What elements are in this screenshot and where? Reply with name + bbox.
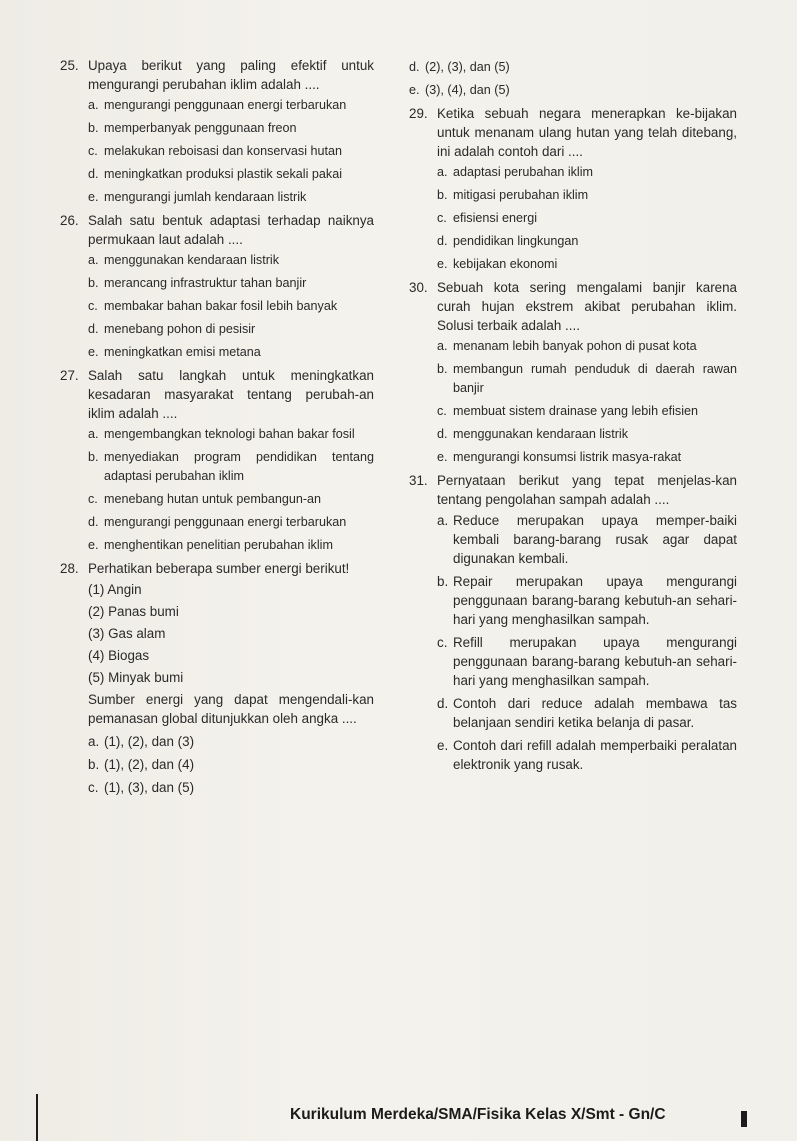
option-letter: b. <box>437 362 448 376</box>
footer-divider <box>0 1094 38 1141</box>
question-28 <box>60 559 374 797</box>
question-27 <box>60 366 374 555</box>
option-letter: b. <box>437 188 448 202</box>
option-letter: c. <box>437 211 447 225</box>
option-text: adaptasi perubahan iklim <box>453 165 594 179</box>
option-letter: e. <box>437 738 449 753</box>
option-text: mengembangkan teknologi bahan bakar fosil <box>104 427 355 441</box>
option-letter: b. <box>88 450 99 464</box>
question-text: Upaya berikut yang paling efektif untuk mengurangi perubahan iklim adalah .... <box>88 58 374 92</box>
question-number: 26. <box>60 213 79 228</box>
option-text: membakar bahan bakar fosil lebih banyak <box>104 299 338 313</box>
question-text: Pernyataan berikut yang tepat menjelas-kan tentang pengolahan sampah adalah .... <box>437 473 737 507</box>
statement-item: (5) Minyak bumi <box>88 670 184 685</box>
option-letter: c. <box>88 780 99 795</box>
option-letter: d. <box>437 234 448 248</box>
option-text: melakukan reboisasi dan konservasi hutan <box>104 144 343 158</box>
option-text: meningkatkan emisi metana <box>104 345 261 359</box>
question-number: 30. <box>409 280 428 295</box>
question-prompt: Sumber energi yang dapat mengendali-kan pemanasan global ditunjukkan oleh angka .... <box>88 692 374 726</box>
option-text: kebijakan ekonomi <box>453 257 558 271</box>
question-text: Sebuah kota sering mengalami banjir karena curah hujan ekstrem akibat perubahan iklim. Solusi terbaik adalah .... <box>437 280 737 333</box>
question-29 <box>409 104 737 274</box>
option-text: (1), (2), dan (3) <box>104 734 195 749</box>
question-number: 29. <box>409 106 428 121</box>
option-letter: c. <box>437 635 448 650</box>
option-text: menebang pohon di pesisir <box>104 322 256 336</box>
question-text: Salah satu langkah untuk meningkatkan kesadaran masyarakat tentang perubah-an iklim adalah .... <box>88 368 374 421</box>
statement-item: (4) Biogas <box>88 648 150 663</box>
option-text: Contoh dari reduce adalah membawa tas belanjaan sendiri ketika belanja di pasar. <box>453 696 737 730</box>
option-letter: a. <box>437 165 448 179</box>
option-text: mengurangi penggunaan energi terbarukan <box>104 98 347 112</box>
question-text: Salah satu bentuk adaptasi terhadap naiknya permukaan laut adalah .... <box>88 213 374 247</box>
option-letter: a. <box>437 513 449 528</box>
option-text: pendidikan lingkungan <box>453 234 579 248</box>
option-letter: e. <box>437 450 448 464</box>
question-number: 28. <box>60 561 79 576</box>
option-letter: a. <box>88 427 99 441</box>
option-text: menghentikan penelitian perubahan iklim <box>104 538 333 552</box>
option-text: (2), (3), dan (5) <box>425 60 510 74</box>
option-text: Repair merupakan upaya mengurangi penggunaan barang-barang kebutuh-an sehari-hari yang menghasilkan sampah. <box>453 574 737 627</box>
option-text: Reduce merupakan upaya memper-baiki kembali barang-barang rusak agar dapat digunakan kembali. <box>453 513 737 566</box>
question-26 <box>60 211 374 362</box>
option-text: membangun rumah penduduk di daerah rawan banjir <box>453 362 737 395</box>
option-letter: d. <box>88 515 99 529</box>
option-text: mengurangi penggunaan energi terbarukan <box>104 515 347 529</box>
option-text: (1), (3), dan (5) <box>104 780 195 795</box>
right-column <box>409 56 737 778</box>
option-text: mengurangi konsumsi listrik masya-rakat <box>453 450 682 464</box>
question-25 <box>60 56 374 207</box>
option-letter: d. <box>409 60 420 74</box>
question-number: 31. <box>409 473 428 488</box>
option-letter: e. <box>437 257 448 271</box>
option-text: menanam lebih banyak pohon di pusat kota <box>453 339 697 353</box>
page-footer <box>0 1094 797 1141</box>
option-text: (1), (2), dan (4) <box>104 757 195 772</box>
option-letter: b. <box>437 574 449 589</box>
option-text: menyediakan program pendidikan tentang adaptasi perubahan iklim <box>104 450 374 483</box>
question-31 <box>409 471 737 774</box>
option-text: Refill merupakan upaya mengurangi penggunaan barang-barang kebutuh-an sehari-hari yang menghasilkan sampah. <box>453 635 737 688</box>
option-letter: d. <box>88 322 99 336</box>
option-letter: b. <box>88 276 99 290</box>
option-letter: c. <box>88 299 98 313</box>
option-letter: a. <box>88 734 100 749</box>
option-text: efisiensi energi <box>453 211 538 225</box>
question-text: Ketika sebuah negara menerapkan ke-bijakan untuk menanam ulang hutan yang telah ditebang, ini adalah contoh dari .... <box>437 106 737 159</box>
option-text: membuat sistem drainase yang lebih efisien <box>453 404 699 418</box>
option-text: menebang hutan untuk pembangun-an <box>104 492 322 506</box>
statement-item: (3) Gas alam <box>88 626 166 641</box>
question-28-continued <box>409 58 737 100</box>
option-text: meningkatkan produksi plastik sekali pakai <box>104 167 343 181</box>
option-letter: e. <box>88 538 99 552</box>
option-letter: e. <box>88 190 99 204</box>
option-letter: c. <box>437 404 447 418</box>
option-letter: a. <box>437 339 448 353</box>
option-text: mengurangi jumlah kendaraan listrik <box>104 190 307 204</box>
question-number: 27. <box>60 368 79 383</box>
option-letter: a. <box>88 253 99 267</box>
option-letter: c. <box>88 492 98 506</box>
option-text: memperbanyak penggunaan freon <box>104 121 297 135</box>
option-letter: d. <box>437 427 448 441</box>
option-text: merancang infrastruktur tahan banjir <box>104 276 307 290</box>
statement-item: (2) Panas bumi <box>88 604 179 619</box>
left-column <box>60 56 374 801</box>
option-letter: e. <box>409 83 420 97</box>
option-letter: e. <box>88 345 99 359</box>
option-text: mitigasi perubahan iklim <box>453 188 589 202</box>
option-letter: b. <box>88 121 99 135</box>
option-letter: d. <box>88 167 99 181</box>
option-letter: d. <box>437 696 449 711</box>
option-text: (3), (4), dan (5) <box>425 83 510 97</box>
option-letter: c. <box>88 144 98 158</box>
option-text: menggunakan kendaraan listrik <box>453 427 629 441</box>
question-number: 25. <box>60 58 79 73</box>
footer-text: Kurikulum Merdeka/SMA/Fisika Kelas X/Smt - Gn/C <box>290 1106 666 1123</box>
option-letter: b. <box>88 757 100 772</box>
option-text: menggunakan kendaraan listrik <box>104 253 280 267</box>
question-text: Perhatikan beberapa sumber energi berikut! <box>88 561 350 576</box>
page-marker <box>741 1111 747 1127</box>
option-text: Contoh dari refill adalah memperbaiki peralatan elektronik yang rusak. <box>453 738 737 772</box>
question-30 <box>409 278 737 467</box>
option-letter: a. <box>88 98 99 112</box>
statement-item: (1) Angin <box>88 582 142 597</box>
